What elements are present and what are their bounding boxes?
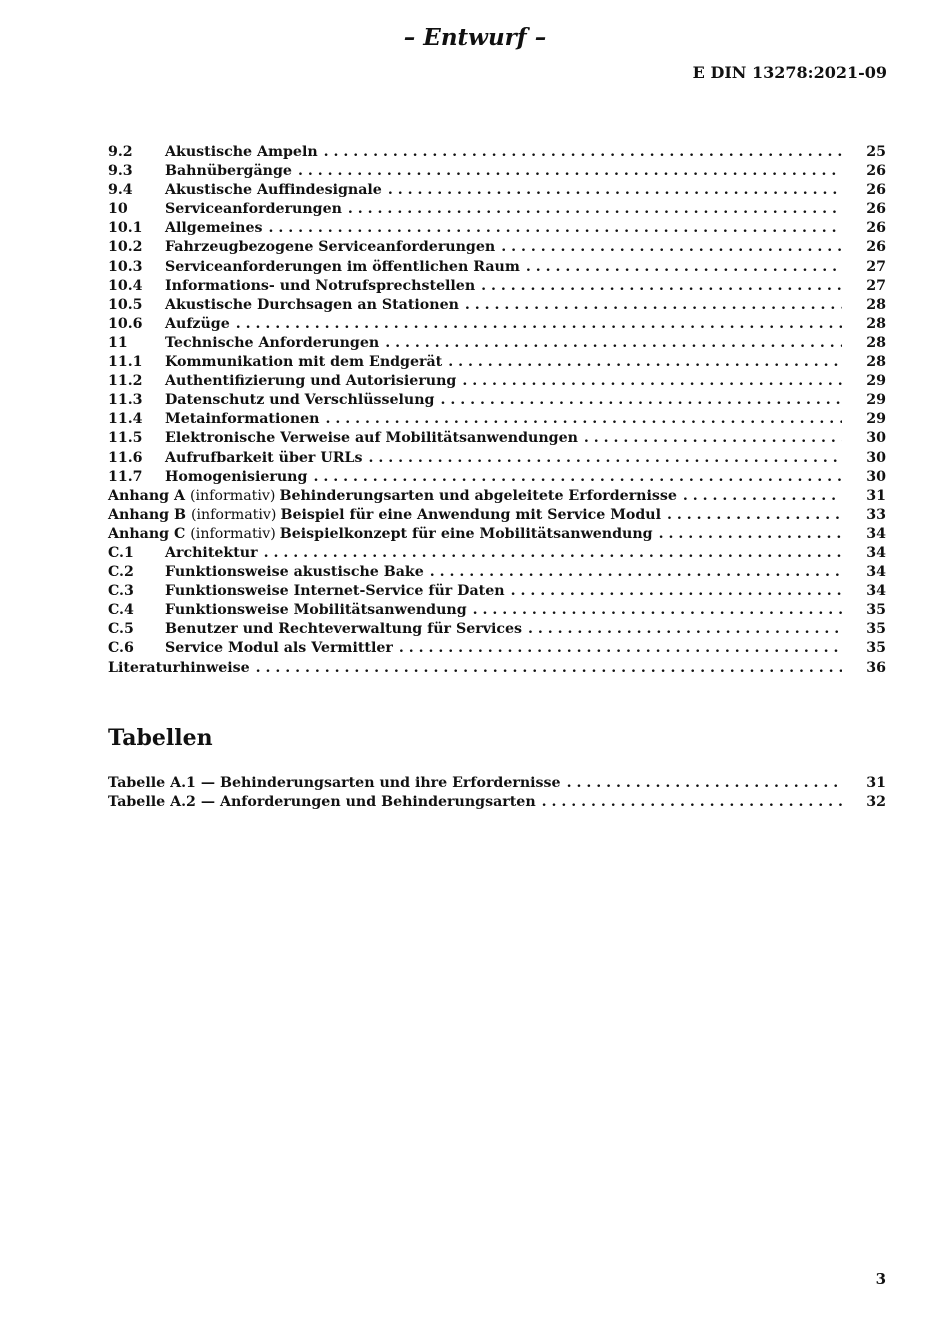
draft-title: – Entwurf –: [403, 24, 547, 51]
toc-annex-entry[interactable]: [108, 487, 886, 506]
toc-entry-page: 26: [866, 220, 886, 237]
toc-entry-number: C.4: [108, 602, 134, 619]
annex-label: Anhang A: [108, 487, 186, 504]
toc-entry-number: 10.5: [108, 296, 143, 313]
toc-entry-page: 35: [866, 621, 886, 638]
toc-entry[interactable]: [108, 429, 886, 448]
toc-entry-title: Aufzüge: [165, 315, 230, 332]
toc-entry-number: C.3: [108, 583, 134, 600]
toc-entry[interactable]: [108, 620, 886, 639]
toc-entry[interactable]: [108, 238, 886, 257]
toc-entry[interactable]: [108, 258, 886, 277]
toc-entry-title: Tabelle A.1 — Behinderungsarten und ihre Erfordernisse: [108, 775, 561, 791]
toc-entry[interactable]: [108, 219, 886, 238]
toc-leader: [473, 601, 842, 620]
toc-entry-title: Akustische Ampeln: [165, 144, 318, 160]
toc-entry-page: 27: [866, 277, 886, 294]
toc-entry-number: 10.6: [108, 315, 143, 332]
toc-leader: [264, 544, 842, 563]
toc-entry-page: 34: [866, 525, 886, 542]
toc-entry-number: 11.5: [108, 430, 143, 447]
toc-entry[interactable]: [108, 601, 886, 620]
document-id: E DIN 13278:2021-09: [692, 63, 887, 82]
toc-entry-number: 10.3: [108, 258, 143, 275]
toc-entry[interactable]: [108, 544, 886, 563]
toc-annex-entry[interactable]: [108, 506, 886, 525]
toc-entry[interactable]: [108, 143, 886, 162]
toc-annex-label-group: [108, 487, 275, 506]
toc-annex-entry[interactable]: [108, 525, 886, 544]
toc-entry-title: Aufrufbarkeit über URLs: [165, 449, 363, 466]
toc-entry-number: 9.4: [108, 182, 133, 199]
toc-entry-number: 11.4: [108, 411, 143, 428]
toc-entry-title: Funktionsweise akustische Bake: [165, 564, 424, 581]
toc-entry-number: 10.1: [108, 220, 143, 237]
toc-entry-number: C.6: [108, 640, 134, 657]
toc-entry[interactable]: [108, 410, 886, 429]
toc-entry-page: 26: [866, 201, 886, 218]
toc-entry-title: Datenschutz und Verschlüsselung: [165, 392, 435, 409]
toc-entry-title: Elektronische Verweise auf Mobilitätsanwendungen: [165, 430, 578, 447]
toc-entry-number: 11.3: [108, 392, 143, 409]
toc-entry-number: C.2: [108, 564, 134, 581]
toc-entry-page: 26: [866, 182, 886, 199]
toc-entry-title: Homogenisierung: [165, 468, 308, 485]
toc-entry-page: 30: [866, 468, 886, 485]
toc-annex-label-group: [108, 506, 276, 525]
toc-entry-page: 31: [866, 487, 886, 504]
toc-entry[interactable]: [108, 200, 886, 219]
toc-entry-title: Beispiel für eine Anwendung mit Service Modul: [280, 506, 662, 523]
toc-leader: [462, 372, 842, 391]
toc-entry-page: 35: [866, 640, 886, 657]
toc-leader: [511, 582, 842, 601]
table-list-entry[interactable]: [108, 774, 886, 793]
toc-leader: [348, 200, 842, 219]
toc-entry-page: 29: [866, 392, 886, 409]
toc-entry[interactable]: [108, 277, 886, 296]
toc-entry-page: 28: [866, 334, 886, 351]
toc-entry-title: Beispielkonzept für eine Mobilitätsanwendung: [279, 525, 653, 542]
toc-leader: [324, 143, 842, 162]
toc-leader: [667, 506, 842, 525]
toc-leader: [269, 219, 843, 238]
toc-entry-number: 11.2: [108, 373, 143, 390]
toc-entry-page: 32: [866, 794, 886, 811]
annex-type: (informativ): [190, 525, 276, 542]
toc-entry-title: Informations- und Notrufsprechstellen: [165, 277, 476, 294]
toc-annex-label-group: [108, 525, 276, 544]
toc-entry-number: 11: [108, 334, 128, 351]
toc-entry[interactable]: [108, 334, 886, 353]
toc-leader: [465, 296, 842, 315]
toc-leader: [542, 793, 842, 812]
toc-leader: [298, 162, 842, 181]
toc-entry-page: 27: [866, 258, 886, 275]
toc-entry-page: 30: [866, 449, 886, 466]
toc-entry-title: Serviceanforderungen: [165, 201, 342, 218]
toc-leader: [440, 391, 842, 410]
toc-entry[interactable]: [108, 468, 886, 487]
toc-entry-number: 11.7: [108, 468, 143, 485]
toc-leader: [526, 258, 842, 277]
toc-entry-title: Bahnübergänge: [165, 163, 292, 180]
toc-entry-title: Funktionsweise Internet-Service für Daten: [165, 583, 505, 600]
toc-entry-number: 11.1: [108, 354, 143, 371]
toc-leader: [368, 449, 842, 468]
toc-leader: [388, 181, 842, 200]
annex-label: Anhang B: [108, 506, 186, 523]
toc-leader: [683, 487, 842, 506]
toc-entry-page: 25: [866, 144, 886, 160]
toc-entry-title: Tabelle A.2 — Anforderungen und Behinderungsarten: [108, 794, 536, 811]
toc-leader: [399, 639, 842, 658]
toc-entry-number: C.1: [108, 544, 134, 561]
toc-entry-page: 34: [866, 564, 886, 581]
toc-entry-page: 31: [866, 775, 886, 791]
toc-leader: [448, 353, 842, 372]
toc-entry-number: 11.6: [108, 449, 143, 466]
toc-entry-page: 35: [866, 602, 886, 619]
toc-entry-title: Service Modul als Vermittler: [165, 640, 393, 657]
toc-entry-title: Technische Anforderungen: [165, 334, 380, 351]
toc-entry-title: Serviceanforderungen im öffentlichen Raum: [165, 258, 520, 275]
toc-entry-page: 33: [866, 506, 886, 523]
toc-entry-title: Literaturhinweise: [108, 659, 250, 676]
toc-entry-number: C.5: [108, 621, 134, 638]
toc-entry-title: Akustische Auffindesignale: [165, 182, 382, 199]
toc-entry[interactable]: [108, 639, 886, 658]
annex-label: Anhang C: [108, 525, 186, 542]
toc-entry-page: 29: [866, 411, 886, 428]
toc-entry-title: Metainformationen: [165, 411, 320, 428]
toc-entry-title: Funktionsweise Mobilitätsanwendung: [165, 602, 467, 619]
toc-entry-title: Authentifizierung und Autorisierung: [165, 373, 457, 390]
toc-entry-number: 9.2: [108, 144, 133, 160]
toc-leader: [659, 525, 842, 544]
toc-entry[interactable]: [108, 353, 886, 372]
toc-entry-number: 10: [108, 201, 128, 218]
toc-leader: [256, 659, 842, 678]
toc-leader: [385, 334, 842, 353]
toc-entry[interactable]: [108, 162, 886, 181]
toc-entry[interactable]: [108, 582, 886, 601]
toc-leader: [567, 774, 842, 793]
toc-entry-title: Architektur: [165, 544, 258, 561]
page-number: 3: [875, 1270, 886, 1288]
table-list-entry[interactable]: [108, 793, 886, 812]
toc-entry[interactable]: [108, 296, 886, 315]
toc-entry[interactable]: [108, 563, 886, 582]
toc-entry-title: Kommunikation mit dem Endgerät: [165, 354, 443, 371]
annex-type: (informativ): [190, 506, 277, 523]
toc-entry-number: 10.4: [108, 277, 143, 294]
toc-leader: [584, 429, 842, 448]
toc-entry-number: 10.2: [108, 239, 143, 256]
toc-entry[interactable]: [108, 315, 886, 334]
toc-leader: [313, 468, 842, 487]
toc-leader: [481, 277, 842, 296]
toc-entry-page: 28: [866, 315, 886, 332]
toc-leader: [528, 620, 842, 639]
toc-entry-page: 28: [866, 354, 886, 371]
toc-entry-title: Allgemeines: [165, 220, 263, 237]
toc-entry-number: 9.3: [108, 163, 133, 180]
toc-entry[interactable]: [108, 181, 886, 200]
toc-entry[interactable]: [108, 449, 886, 468]
toc-entry-page: 34: [866, 544, 886, 561]
toc-entry-page: 30: [866, 430, 886, 447]
toc-entry-title: Fahrzeugbezogene Serviceanforderungen: [165, 239, 496, 256]
tables-heading: Tabellen: [108, 725, 213, 751]
toc-entry[interactable]: [108, 391, 886, 410]
toc-entry-page: 36: [866, 659, 886, 676]
annex-type: (informativ): [189, 487, 276, 504]
toc-leader: [236, 315, 842, 334]
toc-entry-page: 26: [866, 163, 886, 180]
toc-entry-page: 28: [866, 296, 886, 313]
toc-entry-title: Benutzer und Rechteverwaltung für Services: [165, 621, 522, 638]
toc-leader: [430, 563, 842, 582]
list-of-tables: [108, 774, 886, 812]
toc-entry-title: Behinderungsarten und abgeleitete Erfordernisse: [279, 487, 677, 504]
toc-entry-page: 34: [866, 583, 886, 600]
toc-entry[interactable]: [108, 372, 886, 391]
toc-entry-page: 26: [866, 239, 886, 256]
toc-bibliography-entry[interactable]: [108, 659, 886, 678]
table-of-contents: [108, 143, 886, 678]
toc-leader: [501, 238, 842, 257]
toc-entry-title: Akustische Durchsagen an Stationen: [165, 296, 459, 313]
toc-entry-page: 29: [866, 373, 886, 390]
toc-leader: [326, 410, 843, 429]
